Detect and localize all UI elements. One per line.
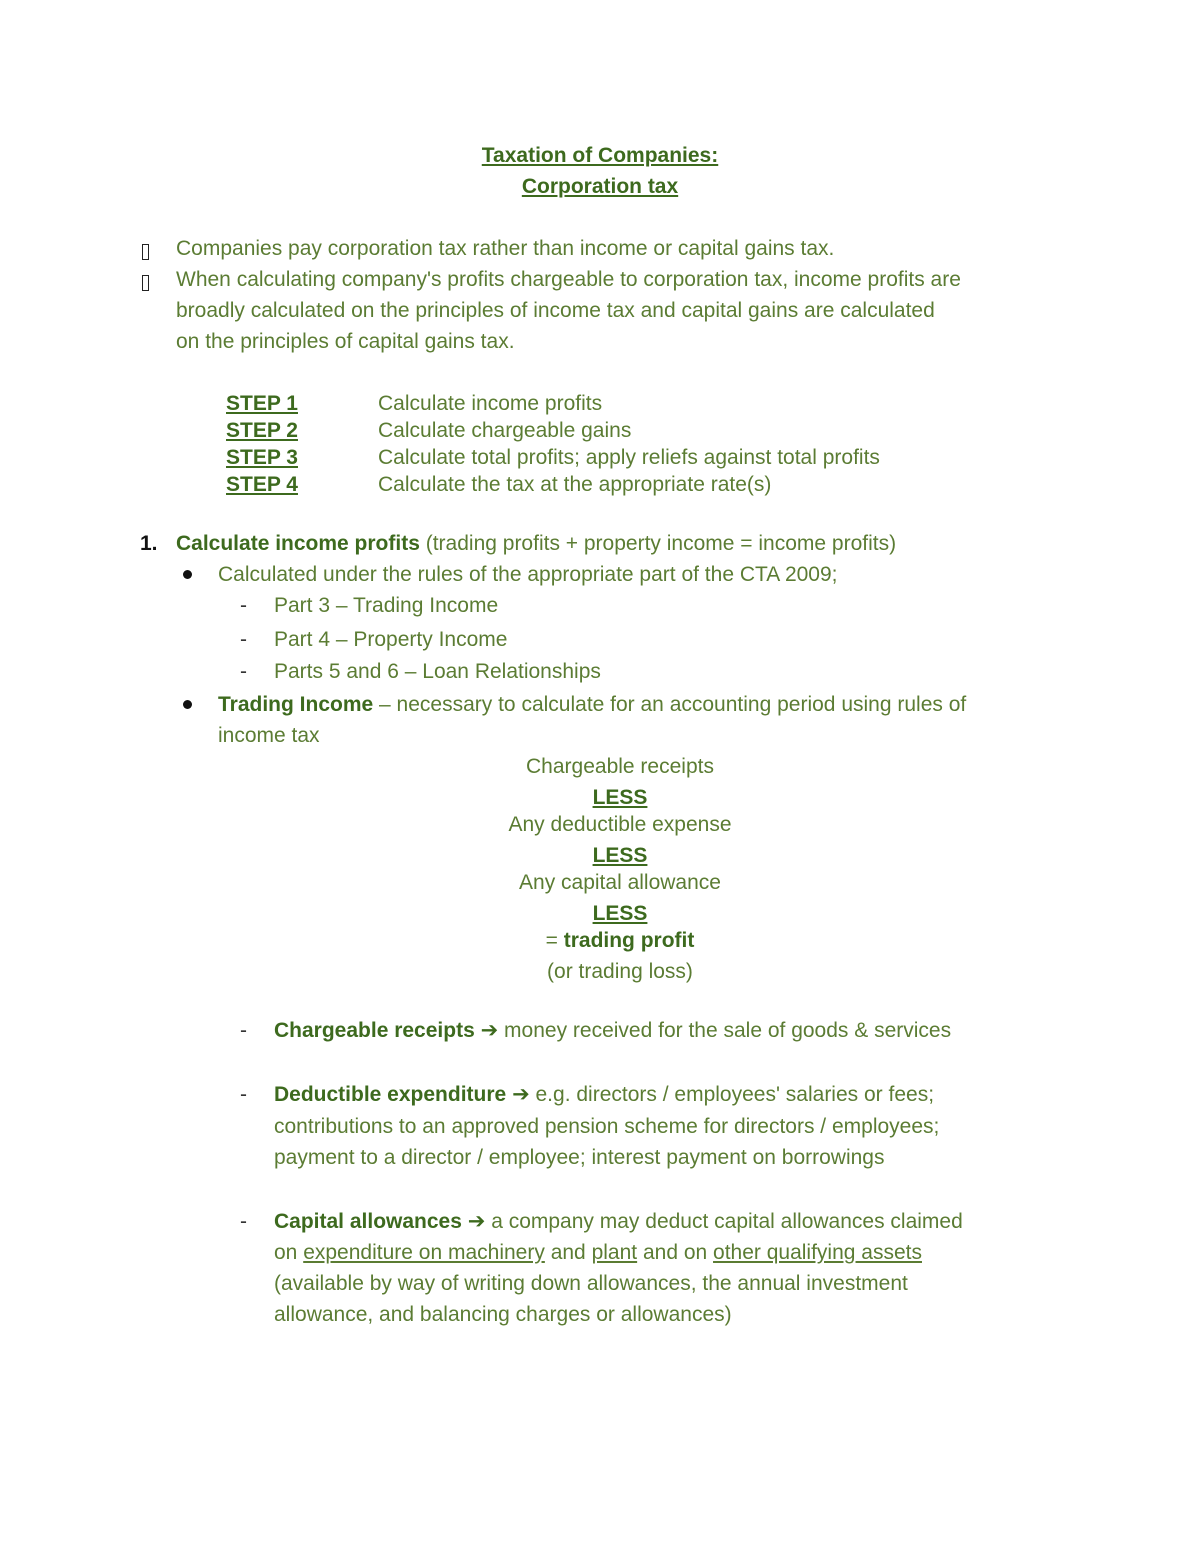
document-subtitle: Corporation tax — [521, 175, 679, 198]
trading-income-text: – necessary to calculate for an accounting period using rules of — [373, 693, 967, 716]
plant-link: plant — [591, 1241, 638, 1264]
step-4-label: STEP 4 — [226, 473, 298, 496]
allowances-on: on — [274, 1241, 304, 1264]
receipts-term: Chargeable receipts — [274, 1019, 475, 1042]
intro-bullet-2-line-2: broadly calculated on the principles of income tax and capital gains are calculated — [176, 299, 935, 322]
expenditure-line-3: payment to a director / employee; interest payment on borrowings — [274, 1146, 885, 1169]
formula-expense: Any deductible expense — [508, 813, 732, 836]
right-arrow-icon: ➔ — [480, 1019, 499, 1042]
allowances-and-1: and — [544, 1241, 592, 1264]
document-title: Taxation of Companies: — [481, 144, 719, 167]
formula-allowance: Any capital allowance — [519, 871, 721, 894]
section-heading: Calculate income profits — [176, 532, 420, 555]
intro-bullet-1: Companies pay corporation tax rather than income or capital gains tax. — [176, 237, 835, 260]
missing-glyph-bullet-icon — [142, 242, 149, 266]
section-bullet-1: Calculated under the rules of the appropriate part of the CTA 2009; — [218, 563, 838, 586]
step-3-text: Calculate total profits; apply reliefs against total profits — [378, 446, 880, 469]
dash-marker: - — [240, 1210, 247, 1233]
right-arrow-icon: ➔ — [467, 1210, 486, 1233]
bullet-dot-icon — [183, 700, 192, 709]
definition-expenditure — [274, 1083, 934, 1107]
expenditure-term: Deductible expenditure — [274, 1083, 507, 1106]
definition-receipts — [274, 1019, 951, 1043]
allowances-term: Capital allowances — [274, 1210, 462, 1233]
intro-bullet-2-line-3: on the principles of capital gains tax. — [176, 330, 515, 353]
dash-marker: - — [240, 660, 247, 683]
formula-less-3: LESS — [592, 902, 648, 925]
trading-income-term: Trading Income — [218, 693, 374, 716]
dash-marker: - — [240, 628, 247, 651]
right-arrow-icon: ➔ — [512, 1083, 530, 1106]
machinery-link: expenditure on machinery — [303, 1241, 545, 1264]
formula-alt: (or trading loss) — [547, 960, 693, 983]
missing-glyph-bullet-icon — [142, 273, 149, 297]
formula-equals: = — [545, 929, 564, 952]
formula-less-2: LESS — [592, 844, 648, 867]
section-bullet-2 — [218, 693, 966, 717]
section-heading-note: (trading profits + property income = income profits) — [419, 532, 897, 555]
definition-allowances — [274, 1210, 963, 1234]
expenditure-text: e.g. directors / employees' salaries or fees; — [529, 1083, 935, 1106]
formula-less-1: LESS — [592, 786, 648, 809]
bullet-dot-icon — [183, 570, 192, 579]
step-2-label: STEP 2 — [226, 419, 298, 442]
formula-result: trading profit — [563, 929, 695, 952]
receipts-text: money received for the sale of goods & services — [498, 1019, 952, 1042]
step-1-text: Calculate income profits — [378, 392, 603, 415]
allowances-line-3: (available by way of writing down allowances, the annual investment — [274, 1272, 908, 1295]
dash-marker: - — [240, 1019, 247, 1042]
step-3-label: STEP 3 — [226, 446, 298, 469]
intro-bullet-2: When calculating company's profits chargeable to corporation tax, income profits are — [176, 268, 961, 291]
section-bullet-2-line-2: income tax — [218, 724, 320, 747]
section-heading-line — [176, 532, 896, 556]
part-item-3: Parts 5 and 6 – Loan Relationships — [274, 660, 601, 683]
dash-marker: - — [240, 594, 247, 617]
part-item-2: Part 4 – Property Income — [274, 628, 508, 651]
part-item-1: Part 3 – Trading Income — [274, 594, 499, 617]
formula-result-line — [420, 929, 820, 953]
formula-receipts: Chargeable receipts — [526, 755, 714, 778]
allowances-line-4: allowance, and balancing charges or allowances) — [274, 1303, 732, 1326]
expenditure-line-2: contributions to an approved pension scheme for directors / employees; — [274, 1115, 940, 1138]
step-4-text: Calculate the tax at the appropriate rate(s) — [378, 473, 772, 496]
allowances-and-2: and on — [637, 1241, 714, 1264]
section-number: 1. — [140, 532, 158, 555]
allowances-text: a company may deduct capital allowances claimed — [485, 1210, 963, 1233]
step-2-text: Calculate chargeable gains — [378, 419, 632, 442]
step-1-label: STEP 1 — [226, 392, 298, 415]
dash-marker: - — [240, 1083, 247, 1106]
allowances-line-2 — [274, 1241, 922, 1265]
qualifying-assets-link: other qualifying assets — [713, 1241, 922, 1264]
